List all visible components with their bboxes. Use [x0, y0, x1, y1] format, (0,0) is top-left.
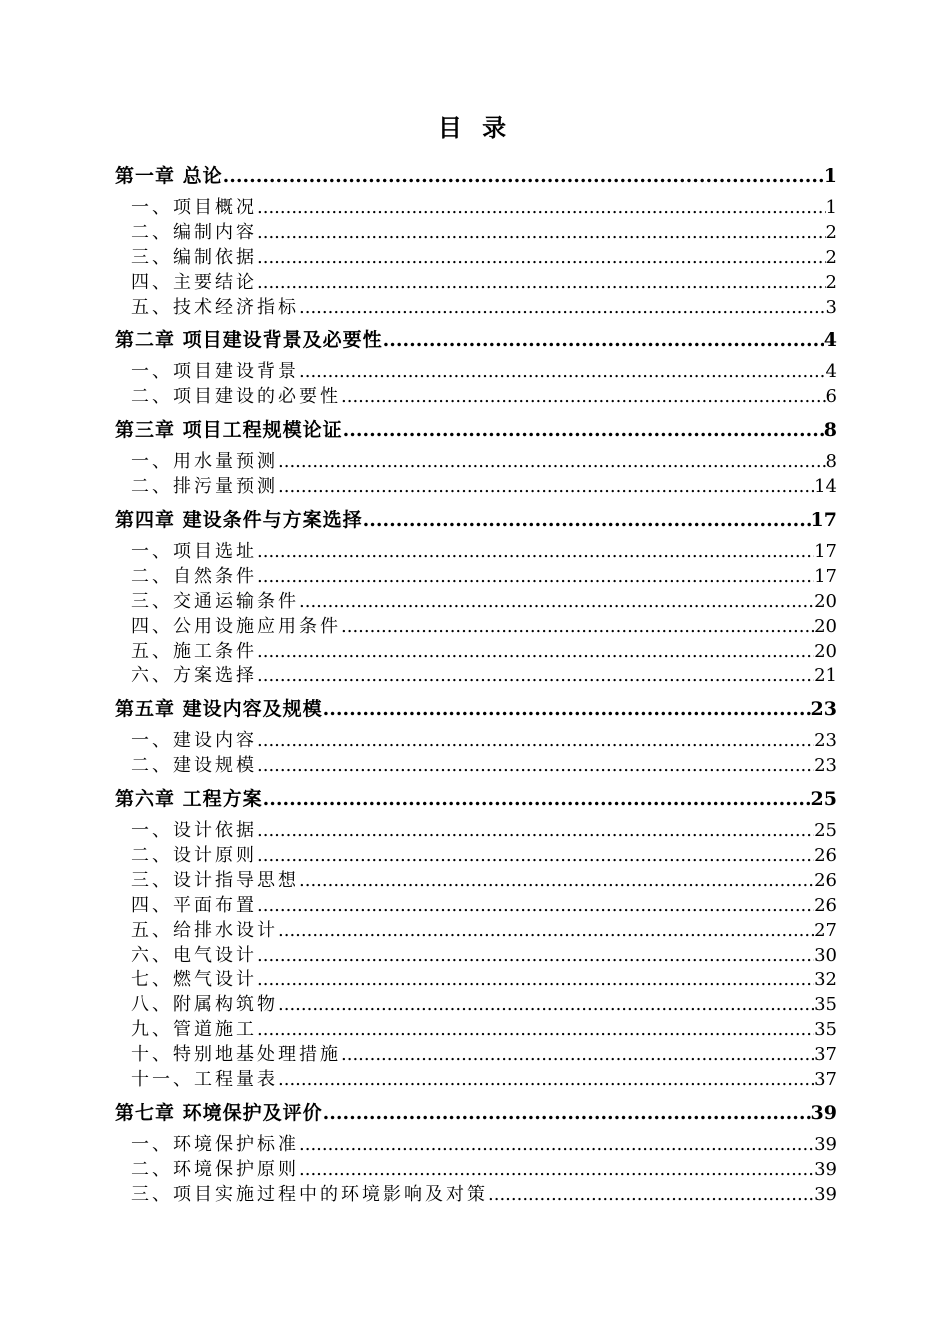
- section-title: 一、环境保护标准: [131, 1133, 299, 1155]
- section-title: 十、特别地基处理措施: [131, 1044, 341, 1066]
- toc-section-entry[interactable]: [115, 894, 837, 919]
- section-title: 一、建设内容: [131, 730, 257, 752]
- dot-leader: [223, 159, 824, 193]
- dot-leader: [257, 754, 814, 779]
- page-title: 目 录: [437, 113, 513, 142]
- dot-leader: [488, 1183, 814, 1208]
- toc-section-entry[interactable]: [115, 475, 837, 500]
- section-page-number: 37: [814, 1044, 837, 1066]
- toc-section-entry[interactable]: [115, 919, 837, 944]
- section-page-number: 2: [825, 271, 837, 293]
- section-page-number: 4: [825, 361, 837, 383]
- section-page-number: 25: [814, 820, 837, 842]
- dot-leader: [323, 692, 811, 726]
- section-title: 二、编制内容: [131, 221, 257, 243]
- section-title: 七、燃气设计: [131, 969, 257, 991]
- section-title: 二、建设规模: [131, 755, 257, 777]
- toc-section-entry[interactable]: [115, 385, 837, 410]
- section-title: 一、用水量预测: [131, 451, 278, 473]
- dot-leader: [278, 993, 814, 1018]
- chapter-page-number: 39: [810, 1101, 837, 1124]
- dot-leader: [299, 590, 814, 615]
- section-title: 四、主要结论: [131, 271, 257, 293]
- chapter-title: 第四章 建设条件与方案选择: [115, 509, 363, 532]
- section-title: 二、环境保护原则: [131, 1158, 299, 1180]
- toc-chapter-entry[interactable]: [115, 503, 837, 537]
- section-title: 八、附属构筑物: [131, 994, 278, 1016]
- section-title: 五、施工条件: [131, 640, 257, 662]
- toc-section-entry[interactable]: [115, 590, 837, 615]
- dot-leader: [257, 221, 826, 246]
- dot-leader: [257, 844, 814, 869]
- toc-section-entry[interactable]: [115, 1133, 837, 1158]
- section-page-number: 8: [825, 451, 837, 473]
- toc-chapter-entry[interactable]: [115, 413, 837, 447]
- section-title: 四、平面布置: [131, 894, 257, 916]
- dot-leader: [263, 782, 811, 816]
- toc-chapter-entry[interactable]: [115, 1096, 837, 1130]
- dot-leader: [257, 664, 814, 689]
- section-title: 十一、工程量表: [131, 1069, 278, 1091]
- dot-leader: [257, 196, 826, 221]
- dot-leader: [323, 1096, 811, 1130]
- section-page-number: 23: [814, 755, 837, 777]
- toc-section-entry[interactable]: [115, 1068, 837, 1093]
- toc-section-entry[interactable]: [115, 993, 837, 1018]
- toc-section-entry[interactable]: [115, 664, 837, 689]
- toc-section-entry[interactable]: [115, 565, 837, 590]
- toc-section-entry[interactable]: [115, 360, 837, 385]
- dot-leader: [341, 615, 814, 640]
- toc-chapter-entry[interactable]: [115, 323, 837, 357]
- chapter-title: 第三章 项目工程规模论证: [115, 419, 343, 442]
- section-title: 二、设计原则: [131, 845, 257, 867]
- section-page-number: 17: [814, 541, 837, 562]
- toc-section-entry[interactable]: [115, 844, 837, 869]
- section-page-number: 23: [814, 730, 837, 752]
- toc-section-entry[interactable]: [115, 271, 837, 296]
- chapter-title: 第六章 工程方案: [115, 788, 263, 811]
- dot-leader: [299, 360, 826, 385]
- section-page-number: 20: [814, 590, 837, 612]
- toc-section-entry[interactable]: [115, 819, 837, 844]
- section-title: 四、公用设施应用条件: [131, 615, 341, 637]
- section-page-number: 1: [825, 196, 837, 218]
- toc-section-entry[interactable]: [115, 944, 837, 969]
- section-title: 一、项目概况: [131, 196, 257, 218]
- section-title: 三、编制依据: [131, 246, 257, 268]
- section-title: 三、项目实施过程中的环境影响及对策: [131, 1183, 488, 1205]
- toc-section-entry[interactable]: [115, 729, 837, 754]
- section-page-number: 17: [814, 565, 837, 587]
- section-page-number: 30: [814, 944, 837, 966]
- toc-section-entry[interactable]: [115, 450, 837, 475]
- section-page-number: 2: [825, 246, 837, 268]
- section-title: 五、技术经济指标: [131, 296, 299, 318]
- section-title: 二、排污量预测: [131, 476, 278, 498]
- chapter-page-number: 4: [823, 329, 837, 352]
- chapter-page-number: 17: [810, 509, 837, 532]
- chapter-page-number: 8: [823, 419, 837, 442]
- toc-section-entry[interactable]: [115, 1183, 837, 1208]
- chapter-title: 第二章 项目建设背景及必要性: [115, 329, 383, 352]
- section-page-number: 2: [825, 221, 837, 243]
- dot-leader: [299, 296, 826, 321]
- dot-leader: [278, 450, 826, 475]
- dot-leader: [278, 475, 814, 500]
- toc-section-entry[interactable]: [115, 1043, 837, 1068]
- dot-leader: [257, 729, 814, 754]
- toc-section-entry[interactable]: [115, 221, 837, 246]
- dot-leader: [257, 246, 826, 271]
- toc-section-entry[interactable]: [115, 1158, 837, 1183]
- dot-leader: [278, 919, 814, 944]
- dot-leader: [343, 413, 824, 447]
- section-page-number: 14: [814, 476, 837, 498]
- section-title: 一、项目建设背景: [131, 361, 299, 383]
- toc-section-entry[interactable]: [115, 296, 837, 321]
- dot-leader: [257, 894, 814, 919]
- section-page-number: 26: [814, 894, 837, 916]
- toc-chapter-entry[interactable]: [115, 782, 837, 816]
- section-page-number: 39: [814, 1133, 837, 1155]
- toc-section-entry[interactable]: [115, 640, 837, 665]
- toc-section-entry[interactable]: [115, 754, 837, 779]
- dot-leader: [299, 1158, 814, 1183]
- section-title: 三、设计指导思想: [131, 869, 299, 891]
- section-page-number: 20: [814, 640, 837, 662]
- section-title: 一、设计依据: [131, 820, 257, 842]
- toc-section-entry[interactable]: [115, 196, 837, 221]
- table-of-contents: [115, 156, 837, 1208]
- section-title: 六、电气设计: [131, 944, 257, 966]
- dot-leader: [341, 1043, 814, 1068]
- section-page-number: 35: [814, 1019, 837, 1041]
- section-page-number: 3: [825, 296, 837, 318]
- dot-leader: [257, 540, 814, 565]
- dot-leader: [257, 565, 814, 590]
- section-page-number: 32: [814, 969, 837, 991]
- dot-leader: [257, 271, 826, 296]
- dot-leader: [363, 503, 811, 537]
- section-title: 二、自然条件: [131, 565, 257, 587]
- section-title: 一、项目选址: [131, 541, 257, 562]
- section-page-number: 26: [814, 845, 837, 867]
- section-title: 二、项目建设的必要性: [131, 386, 341, 408]
- chapter-title: 第五章 建设内容及规模: [115, 698, 323, 721]
- chapter-page-number: 23: [810, 698, 837, 721]
- section-page-number: 35: [814, 994, 837, 1016]
- section-title: 三、交通运输条件: [131, 590, 299, 612]
- toc-section-entry[interactable]: [115, 540, 837, 565]
- dot-leader: [257, 968, 814, 993]
- section-page-number: 37: [814, 1069, 837, 1091]
- dot-leader: [299, 1133, 814, 1158]
- section-title: 五、给排水设计: [131, 919, 278, 941]
- section-page-number: 27: [814, 919, 837, 941]
- section-page-number: 6: [825, 386, 837, 408]
- section-page-number: 26: [814, 869, 837, 891]
- toc-section-entry[interactable]: [115, 869, 837, 894]
- section-page-number: 21: [814, 665, 837, 687]
- section-page-number: 20: [814, 615, 837, 637]
- dot-leader: [257, 944, 814, 969]
- dot-leader: [299, 869, 814, 894]
- chapter-title: 第七章 环境保护及评价: [115, 1101, 323, 1124]
- chapter-page-number: 25: [810, 788, 837, 811]
- dot-leader: [278, 1068, 814, 1093]
- toc-section-entry[interactable]: [115, 246, 837, 271]
- toc-section-entry[interactable]: [115, 615, 837, 640]
- toc-section-entry[interactable]: [115, 1018, 837, 1043]
- section-title: 九、管道施工: [131, 1019, 257, 1041]
- toc-section-entry[interactable]: [115, 968, 837, 993]
- dot-leader: [257, 819, 814, 844]
- section-page-number: 39: [814, 1158, 837, 1180]
- dot-leader: [257, 640, 814, 665]
- section-page-number: 39: [814, 1183, 837, 1205]
- chapter-title: 第一章 总论: [115, 165, 223, 187]
- toc-chapter-entry[interactable]: [115, 692, 837, 726]
- section-title: 六、方案选择: [131, 665, 257, 687]
- chapter-page-number: 1: [823, 165, 837, 187]
- dot-leader: [383, 323, 824, 357]
- dot-leader: [257, 1018, 814, 1043]
- dot-leader: [341, 385, 826, 410]
- toc-chapter-entry[interactable]: [115, 159, 837, 193]
